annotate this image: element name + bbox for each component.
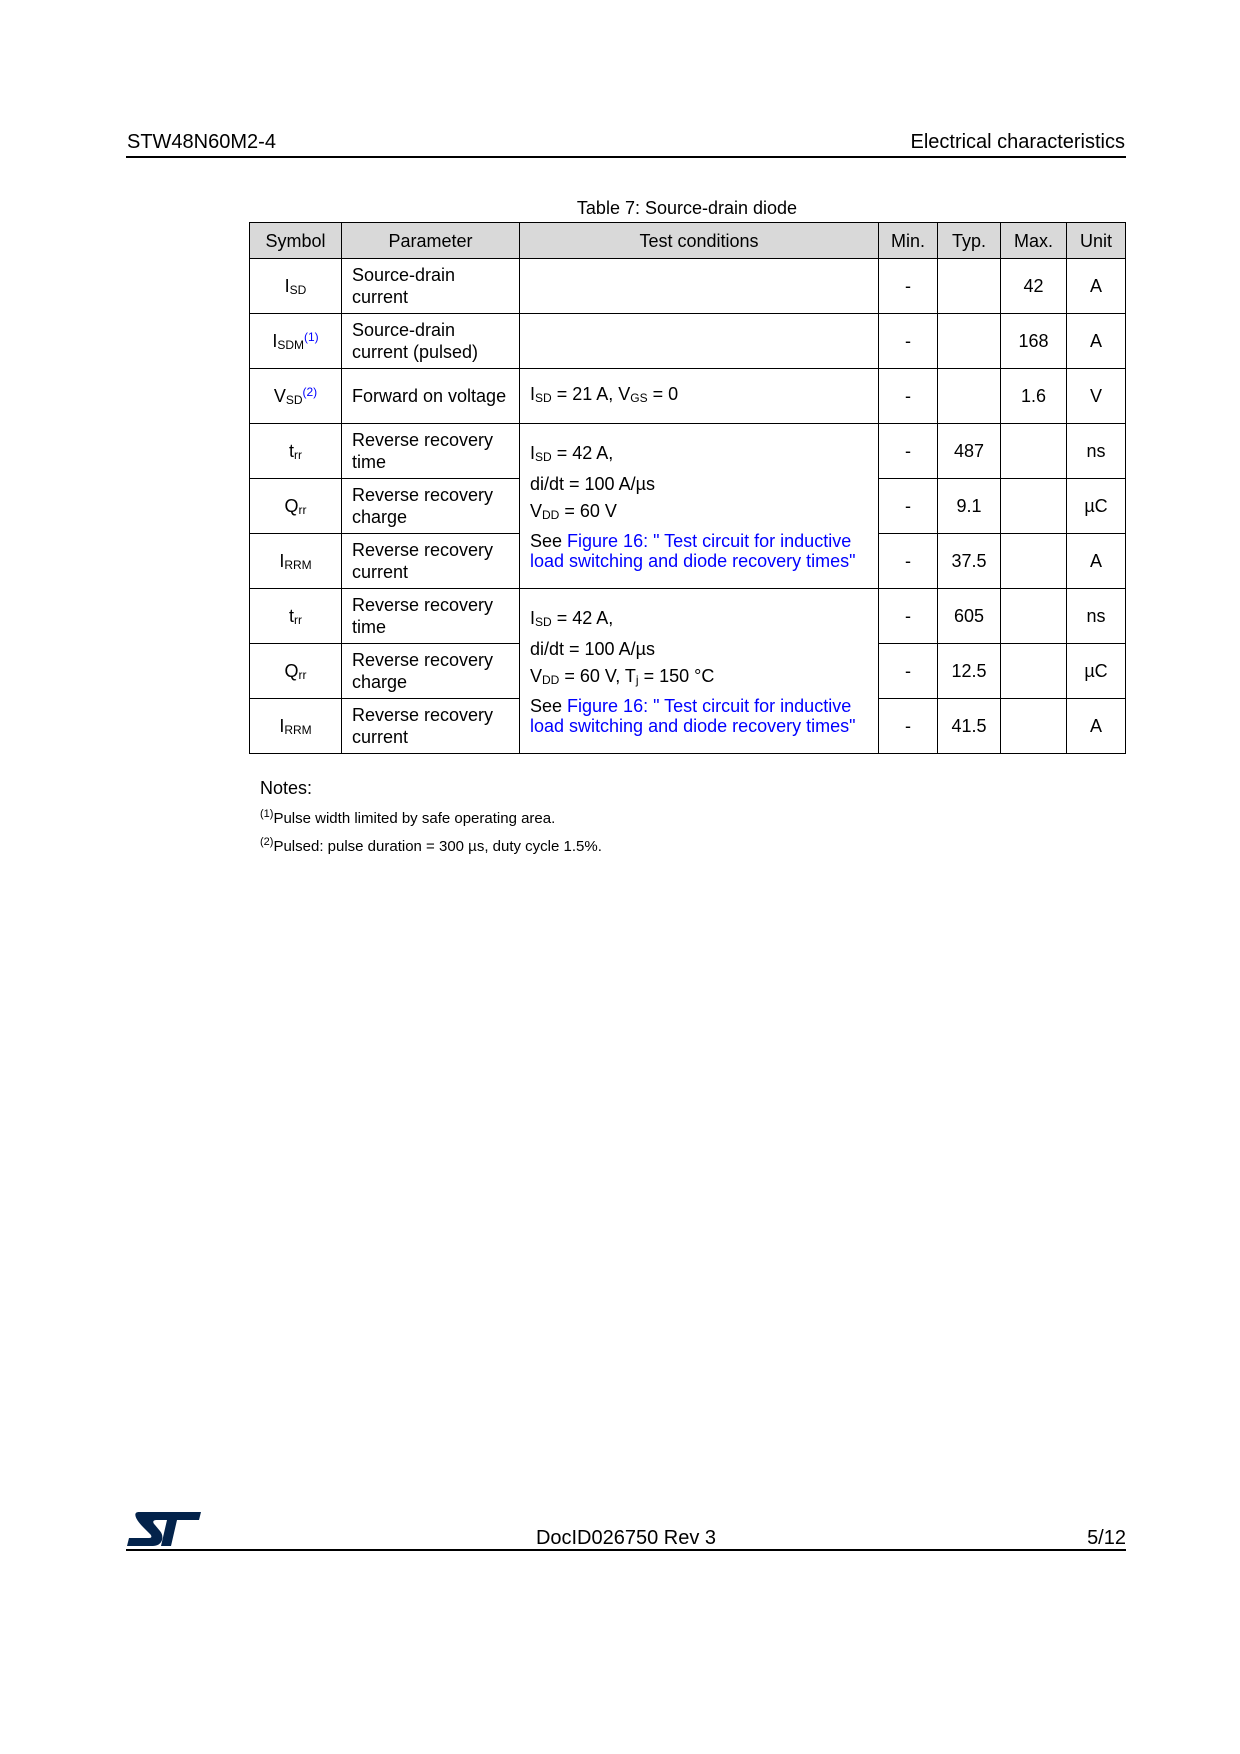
max [1001,644,1067,699]
typ: 41.5 [938,699,1001,754]
note-ref: (2) [260,836,274,848]
max [1001,479,1067,534]
parameter: Reverse recovery current [342,534,520,589]
symbol: $Q_{rr}$ [250,479,342,534]
note-1 [260,808,555,827]
col-header: Test conditions [520,223,879,259]
typ: 487 [938,424,1001,479]
min: - [879,369,938,424]
typ [938,369,1001,424]
parameter: Source-drain current [342,259,520,314]
notes-title: Notes: [260,778,313,798]
parameter: Reverse recovery time [342,589,520,644]
symbol: $t_{rr}$ [250,424,342,479]
max [1001,424,1067,479]
min: - [879,699,938,754]
symbol: $I_{RRM}$ [250,534,342,589]
unit: µC [1067,644,1126,699]
parameter: Source-drain current (pulsed) [342,314,520,369]
note-2 [260,836,602,855]
col-header: Parameter [342,223,520,259]
header-rule [126,156,1126,158]
table-row [250,424,1126,479]
unit: A [1067,699,1126,754]
footer [126,1527,1126,1550]
symbol: $t_{rr}$ [250,589,342,644]
unit: ns [1067,589,1126,644]
max: 42 [1001,259,1067,314]
min: - [879,424,938,479]
max [1001,589,1067,644]
min: - [879,314,938,369]
unit: A [1067,534,1126,589]
typ [938,259,1001,314]
footnote-ref-link[interactable]: (1) [304,330,319,344]
unit: A [1067,314,1126,369]
test-conditions [520,259,879,314]
max: 168 [1001,314,1067,369]
symbol: $I_{SD}$ [250,259,342,314]
parameter: Reverse recovery charge [342,644,520,699]
symbol: $Q_{rr}$ [250,644,342,699]
note-text: Pulsed: pulse duration = 300 µs, duty cycle 1.5%. [273,838,602,855]
table-row [250,314,1126,369]
parameter: Reverse recovery charge [342,479,520,534]
parameter: Reverse recovery current [342,699,520,754]
symbol: $I_{RRM}$ [250,699,342,754]
note-ref: (1) [260,808,274,820]
test-conditions [520,314,879,369]
unit: µC [1067,479,1126,534]
max [1001,534,1067,589]
test-conditions: $I_{SD} = 42$ A, di/dt = 100 A/µs $V_{DD} = 60$ V, $T_j = 150$ °C See Figure 16: " Test circuit for inductive load switching and diode recovery times" [520,589,879,754]
unit: V [1067,369,1126,424]
col-header: Max. [1001,223,1067,259]
figure-16-link[interactable]: Figure 16: " Test circuit for inductive load switching and diode recovery times" [530,530,856,571]
typ: 605 [938,589,1001,644]
note-text: Pulse width limited by safe operating area. [273,810,556,827]
footer-rule [126,1549,1126,1551]
source-drain-diode-table [249,222,1126,754]
table-title: Table 7: Source-drain diode [576,198,798,218]
test-conditions: $I_{SD} = 21$ A, $V_{GS} = 0$ [520,369,879,424]
parameter: Reverse recovery time [342,424,520,479]
footer-page-number: 5/12 [1087,1527,1126,1549]
symbol: $V_{SD}^{(2)}$ [250,369,342,424]
min: - [879,479,938,534]
max: 1.6 [1001,369,1067,424]
col-header: Min. [879,223,938,259]
unit: A [1067,259,1126,314]
table-row [250,589,1126,644]
min: - [879,534,938,589]
min: - [879,259,938,314]
col-header: Unit [1067,223,1126,259]
typ: 37.5 [938,534,1001,589]
test-conditions: $I_{SD} = 42$ A, di/dt = 100 A/µs $V_{DD} = 60$ V See Figure 16: " Test circuit for inductive load switching and diode recovery times" [520,424,879,589]
figure-16-link[interactable]: Figure 16: " Test circuit for inductive load switching and diode recovery times" [530,695,856,736]
typ: 9.1 [938,479,1001,534]
parameter: Forward on voltage [342,369,520,424]
typ: 12.5 [938,644,1001,699]
min: - [879,589,938,644]
col-header: Symbol [250,223,342,259]
footnote-ref-link[interactable]: (2) [302,385,318,399]
max [1001,699,1067,754]
footer-doc-id: DocID026750 Rev 3 [535,1527,717,1549]
unit: ns [1067,424,1126,479]
typ [938,314,1001,369]
table-row [250,369,1126,424]
header-doc-title: STW48N60M2-4 [127,131,276,153]
header-section-title: Electrical characteristics [910,131,1125,153]
min: - [879,644,938,699]
symbol: $I_{SDM}^{(1)}$ [250,314,342,369]
table-row [250,259,1126,314]
col-header: Typ. [938,223,1001,259]
